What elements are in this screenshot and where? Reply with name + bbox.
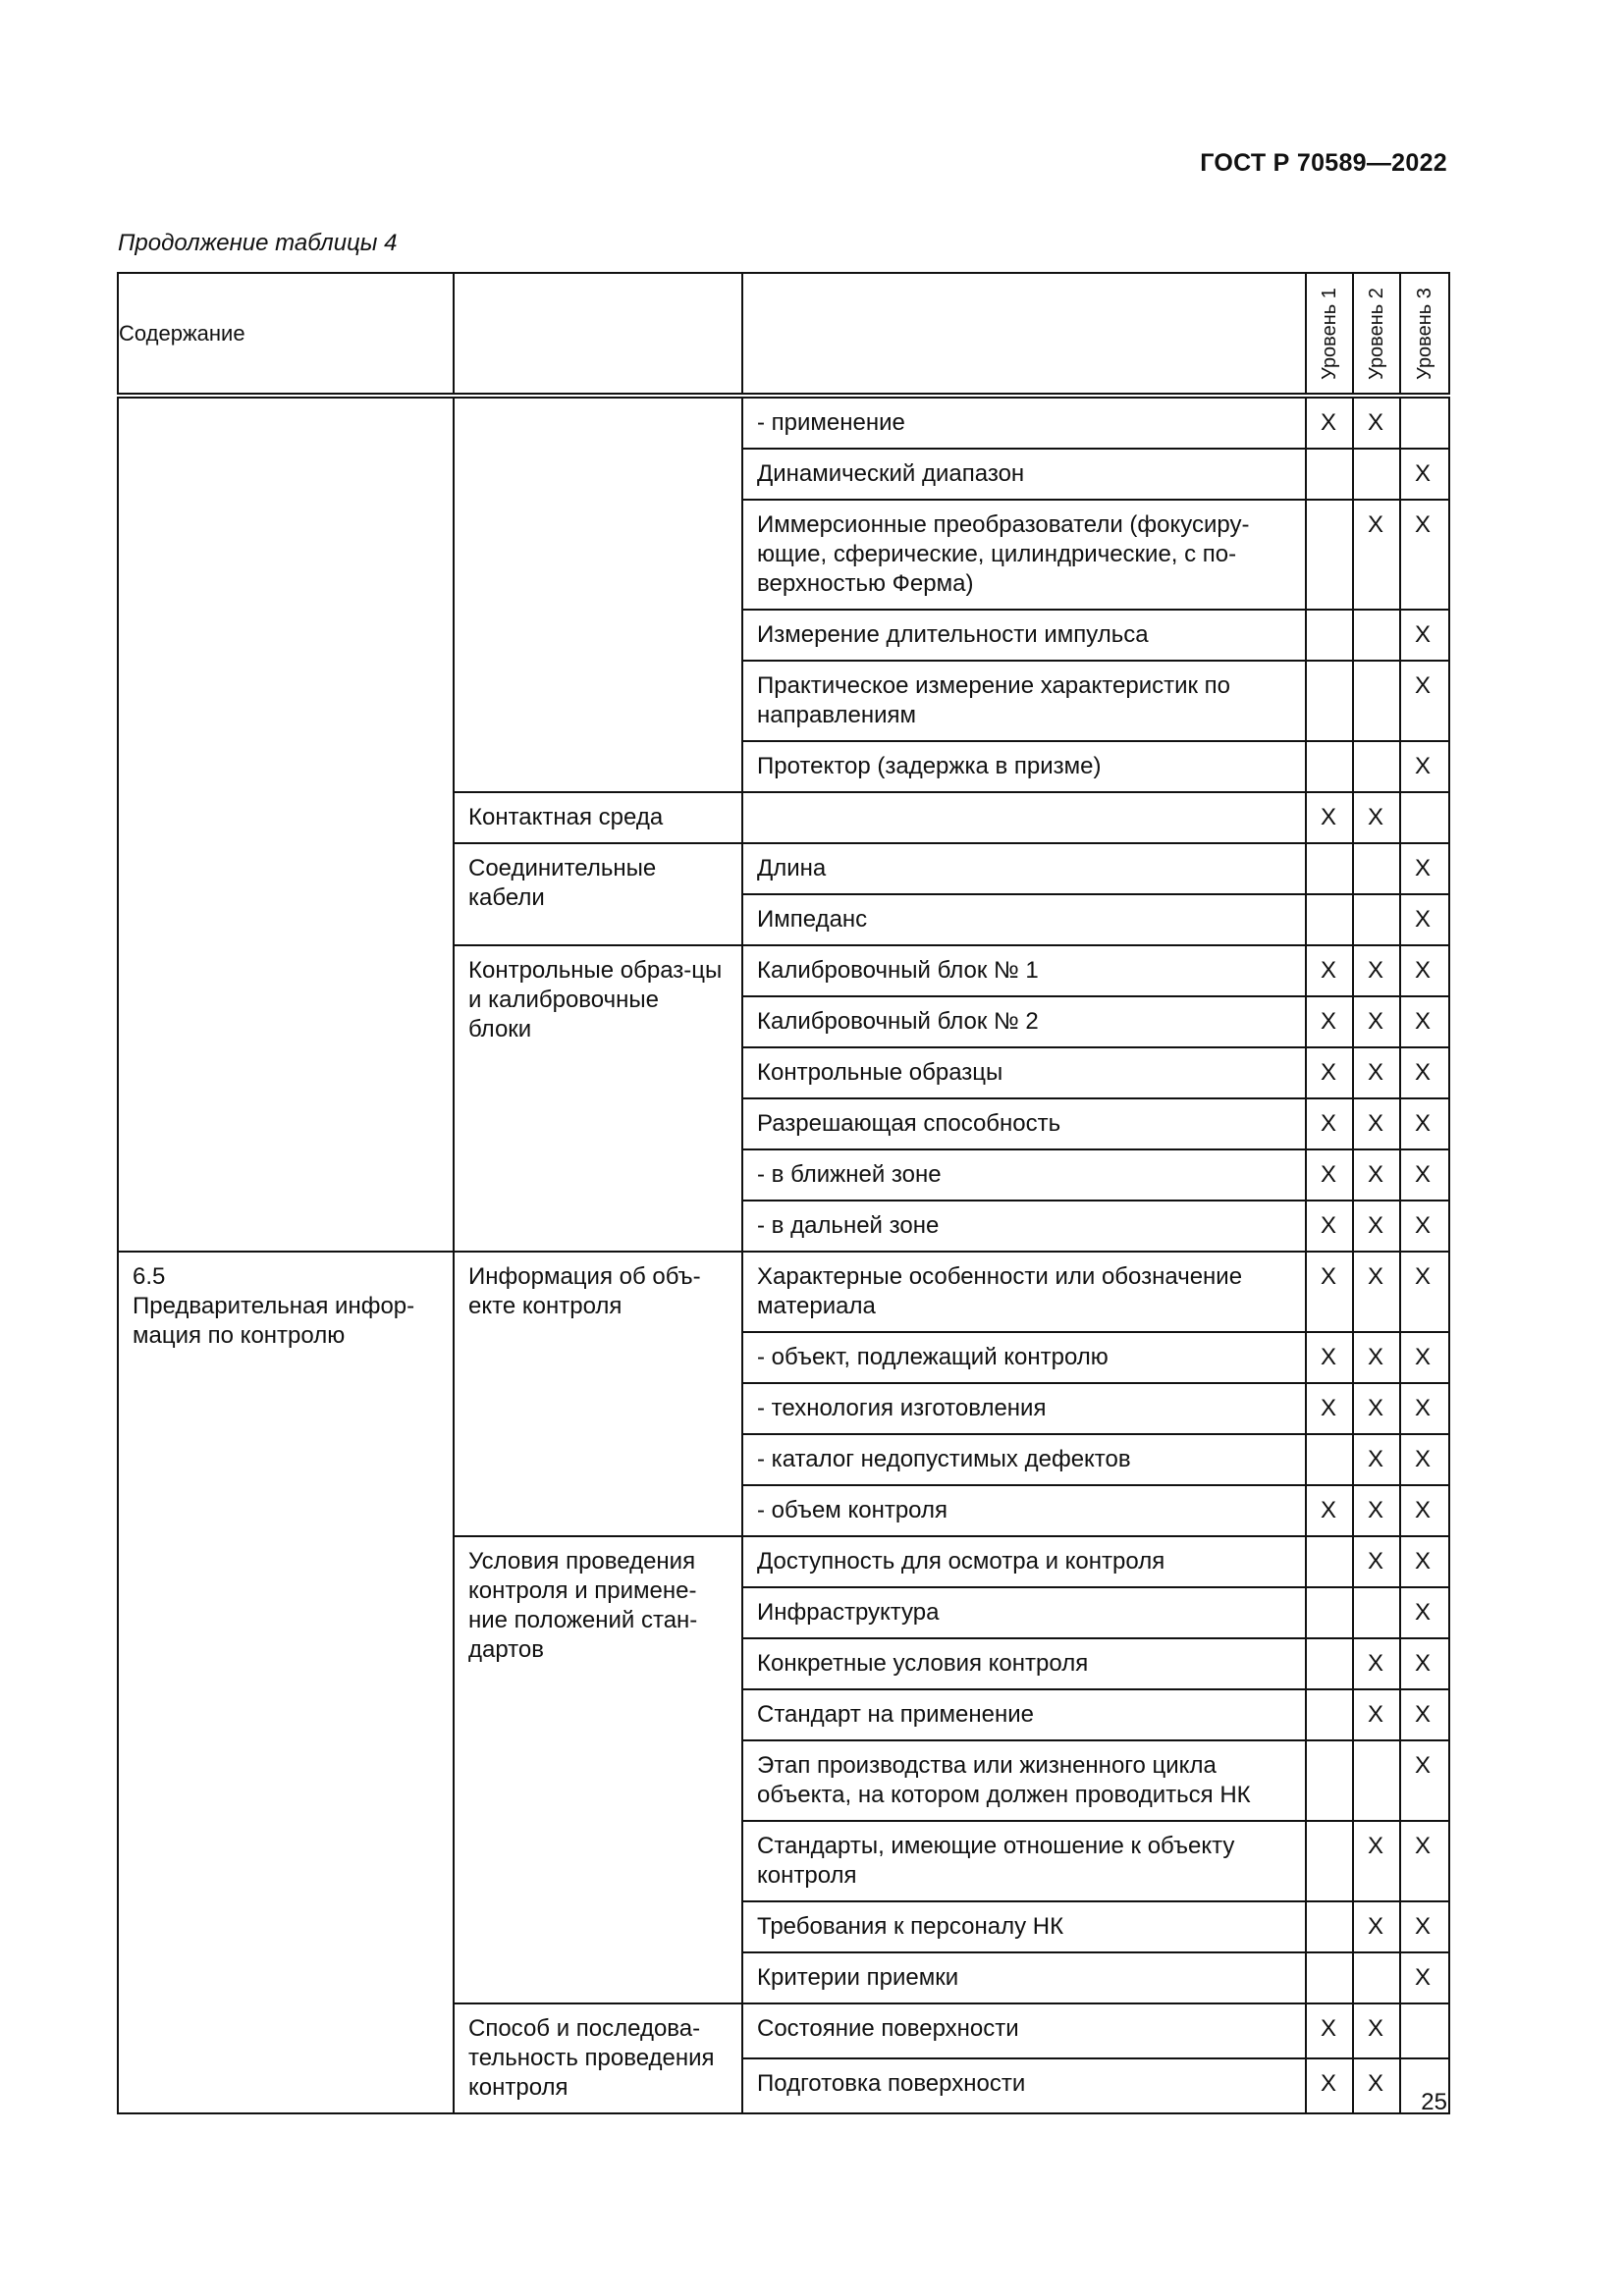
- level-1-mark: [1306, 741, 1353, 792]
- level-2-mark: X: [1353, 1485, 1400, 1536]
- level-3-mark: X: [1400, 1740, 1449, 1821]
- header-level-2: [1353, 273, 1400, 396]
- item-cell: Разрешающая способность: [742, 1098, 1306, 1149]
- level-3-mark: X: [1400, 741, 1449, 792]
- level-1-mark: X: [1306, 1201, 1353, 1252]
- document-standard-number: ГОСТ Р 70589—2022: [1200, 149, 1447, 177]
- level-1-mark: X: [1306, 2003, 1353, 2058]
- level-2-mark: X: [1353, 1821, 1400, 1901]
- level-3-mark: X: [1400, 843, 1449, 894]
- group-cell-empty: [454, 396, 742, 792]
- item-cell: Конкретные условия контроля: [742, 1638, 1306, 1689]
- level-2-mark: X: [1353, 1332, 1400, 1383]
- item-cell: Состояние поверхности: [742, 2003, 1306, 2058]
- item-cell: Длина: [742, 843, 1306, 894]
- level-2-mark: X: [1353, 1434, 1400, 1485]
- level-3-mark: X: [1400, 1821, 1449, 1901]
- level-3-mark: [1400, 396, 1449, 449]
- item-cell: - каталог недопустимых дефектов: [742, 1434, 1306, 1485]
- level-1-mark: [1306, 1689, 1353, 1740]
- level-1-mark: [1306, 894, 1353, 945]
- level-1-mark: [1306, 449, 1353, 500]
- level-3-mark: X: [1400, 449, 1449, 500]
- item-cell: Калибровочный блок № 1: [742, 945, 1306, 996]
- item-cell: Критерии приемки: [742, 1952, 1306, 2003]
- header-content: Содержание: [118, 273, 454, 396]
- level-1-mark: X: [1306, 945, 1353, 996]
- item-cell: Импеданс: [742, 894, 1306, 945]
- item-cell: Требования к персоналу НК: [742, 1901, 1306, 1952]
- level-3-mark: X: [1400, 1587, 1449, 1638]
- level-2-mark: [1353, 741, 1400, 792]
- level-2-mark: X: [1353, 1047, 1400, 1098]
- level-1-mark: X: [1306, 1485, 1353, 1536]
- level-3-label: Уровень 3: [1414, 287, 1435, 380]
- item-cell: Инфраструктура: [742, 1587, 1306, 1638]
- group-cell: Информация об объ-екте контроля: [454, 1252, 742, 1536]
- level-2-mark: [1353, 610, 1400, 661]
- level-3-mark: X: [1400, 1149, 1449, 1201]
- item-cell: - объект, подлежащий контролю: [742, 1332, 1306, 1383]
- level-1-mark: X: [1306, 396, 1353, 449]
- level-2-mark: X: [1353, 1901, 1400, 1952]
- level-2-mark: X: [1353, 1536, 1400, 1587]
- level-1-mark: X: [1306, 1098, 1353, 1149]
- level-3-mark: X: [1400, 1536, 1449, 1587]
- section-cell-empty: [118, 396, 454, 1252]
- level-2-mark: X: [1353, 2003, 1400, 2058]
- level-2-mark: X: [1353, 500, 1400, 610]
- section-cell: [118, 1252, 454, 2113]
- table-row: [118, 1252, 1449, 1332]
- level-2-mark: X: [1353, 996, 1400, 1047]
- level-2-mark: X: [1353, 1149, 1400, 1201]
- level-1-mark: X: [1306, 996, 1353, 1047]
- level-3-mark: X: [1400, 945, 1449, 996]
- group-cell: Соединительные кабели: [454, 843, 742, 945]
- level-1-mark: [1306, 1434, 1353, 1485]
- item-cell: Подготовка поверхности: [742, 2058, 1306, 2113]
- level-2-mark: X: [1353, 1383, 1400, 1434]
- item-cell: - применение: [742, 396, 1306, 449]
- level-3-mark: X: [1400, 1901, 1449, 1952]
- level-2-mark: [1353, 843, 1400, 894]
- level-3-mark: X: [1400, 1252, 1449, 1332]
- item-cell: Стандарт на применение: [742, 1689, 1306, 1740]
- level-3-mark: X: [1400, 1098, 1449, 1149]
- level-3-mark: X: [1400, 1689, 1449, 1740]
- level-1-mark: [1306, 843, 1353, 894]
- level-1-mark: [1306, 1821, 1353, 1901]
- level-1-mark: [1306, 610, 1353, 661]
- level-2-mark: [1353, 1952, 1400, 2003]
- item-cell: [742, 792, 1306, 843]
- level-2-label: Уровень 2: [1366, 287, 1387, 380]
- item-cell: - в дальней зоне: [742, 1201, 1306, 1252]
- level-1-mark: [1306, 1587, 1353, 1638]
- level-1-mark: X: [1306, 1149, 1353, 1201]
- level-3-mark: [1400, 792, 1449, 843]
- table-header-row: [118, 273, 1449, 396]
- level-1-mark: X: [1306, 2058, 1353, 2113]
- item-cell: Динамический диапазон: [742, 449, 1306, 500]
- level-3-mark: X: [1400, 1434, 1449, 1485]
- level-2-mark: X: [1353, 792, 1400, 843]
- group-cell: Контрольные образ-цы и калибровочные блоки: [454, 945, 742, 1252]
- level-1-mark: [1306, 1536, 1353, 1587]
- page-number: 25: [1421, 2089, 1447, 2115]
- item-cell: Контрольные образцы: [742, 1047, 1306, 1098]
- item-cell: Иммерсионные преобразователи (фокусиру-ющие, сферические, цилиндрические, с по-верхностью Ферма): [742, 500, 1306, 610]
- level-1-mark: X: [1306, 1252, 1353, 1332]
- item-cell: Характерные особенности или обозначение материала: [742, 1252, 1306, 1332]
- level-1-mark: X: [1306, 792, 1353, 843]
- level-1-mark: [1306, 1638, 1353, 1689]
- level-2-mark: [1353, 449, 1400, 500]
- item-cell: Измерение длительности импульса: [742, 610, 1306, 661]
- level-2-mark: X: [1353, 1098, 1400, 1149]
- level-3-mark: X: [1400, 1485, 1449, 1536]
- level-3-mark: X: [1400, 1047, 1449, 1098]
- item-cell: Этап производства или жизненного цикла объекта, на котором должен проводиться НК: [742, 1740, 1306, 1821]
- level-2-mark: X: [1353, 2058, 1400, 2113]
- level-2-mark: X: [1353, 1201, 1400, 1252]
- header-blank: [742, 273, 1306, 396]
- group-cell: Способ и последова-тельность проведения контроля: [454, 2003, 742, 2113]
- level-1-label: Уровень 1: [1319, 287, 1340, 380]
- level-3-mark: X: [1400, 1383, 1449, 1434]
- requirements-table: [117, 272, 1450, 2114]
- level-2-mark: [1353, 661, 1400, 741]
- level-2-mark: [1353, 1740, 1400, 1821]
- header-blank: [454, 273, 742, 396]
- level-2-mark: X: [1353, 1638, 1400, 1689]
- level-3-mark: X: [1400, 1638, 1449, 1689]
- header-level-3: [1400, 273, 1449, 396]
- table-caption: Продолжение таблицы 4: [118, 230, 398, 256]
- level-1-mark: [1306, 500, 1353, 610]
- level-2-mark: X: [1353, 1689, 1400, 1740]
- level-2-mark: [1353, 894, 1400, 945]
- level-1-mark: [1306, 1901, 1353, 1952]
- level-3-mark: X: [1400, 996, 1449, 1047]
- level-1-mark: X: [1306, 1332, 1353, 1383]
- level-3-mark: X: [1400, 1952, 1449, 2003]
- level-3-mark: X: [1400, 894, 1449, 945]
- group-cell: Контактная среда: [454, 792, 742, 843]
- item-cell: Калибровочный блок № 2: [742, 996, 1306, 1047]
- section-number: 6.5: [133, 1263, 166, 1290]
- level-3-mark: X: [1400, 1332, 1449, 1383]
- item-cell: - объем контроля: [742, 1485, 1306, 1536]
- level-1-mark: X: [1306, 1047, 1353, 1098]
- level-3-mark: X: [1400, 661, 1449, 741]
- level-3-mark: [1400, 2003, 1449, 2058]
- level-3-mark: X: [1400, 500, 1449, 610]
- level-2-mark: X: [1353, 396, 1400, 449]
- level-2-mark: X: [1353, 1252, 1400, 1332]
- group-cell: Условия проведения контроля и примене-ние положений стан-дартов: [454, 1536, 742, 2003]
- level-1-mark: X: [1306, 1383, 1353, 1434]
- item-cell: - в ближней зоне: [742, 1149, 1306, 1201]
- level-1-mark: [1306, 1740, 1353, 1821]
- item-cell: Стандарты, имеющие отношение к объекту контроля: [742, 1821, 1306, 1901]
- item-cell: Практическое измерение характеристик по направлениям: [742, 661, 1306, 741]
- level-3-mark: X: [1400, 610, 1449, 661]
- level-1-mark: [1306, 661, 1353, 741]
- item-cell: Доступность для осмотра и контроля: [742, 1536, 1306, 1587]
- item-cell: Протектор (задержка в призме): [742, 741, 1306, 792]
- item-cell: - технология изготовления: [742, 1383, 1306, 1434]
- level-2-mark: [1353, 1587, 1400, 1638]
- section-title: Предварительная инфор-мация по контролю: [133, 1293, 415, 1349]
- level-1-mark: [1306, 1952, 1353, 2003]
- table-row: [118, 396, 1449, 449]
- level-3-mark: X: [1400, 1201, 1449, 1252]
- level-2-mark: X: [1353, 945, 1400, 996]
- header-level-1: [1306, 273, 1353, 396]
